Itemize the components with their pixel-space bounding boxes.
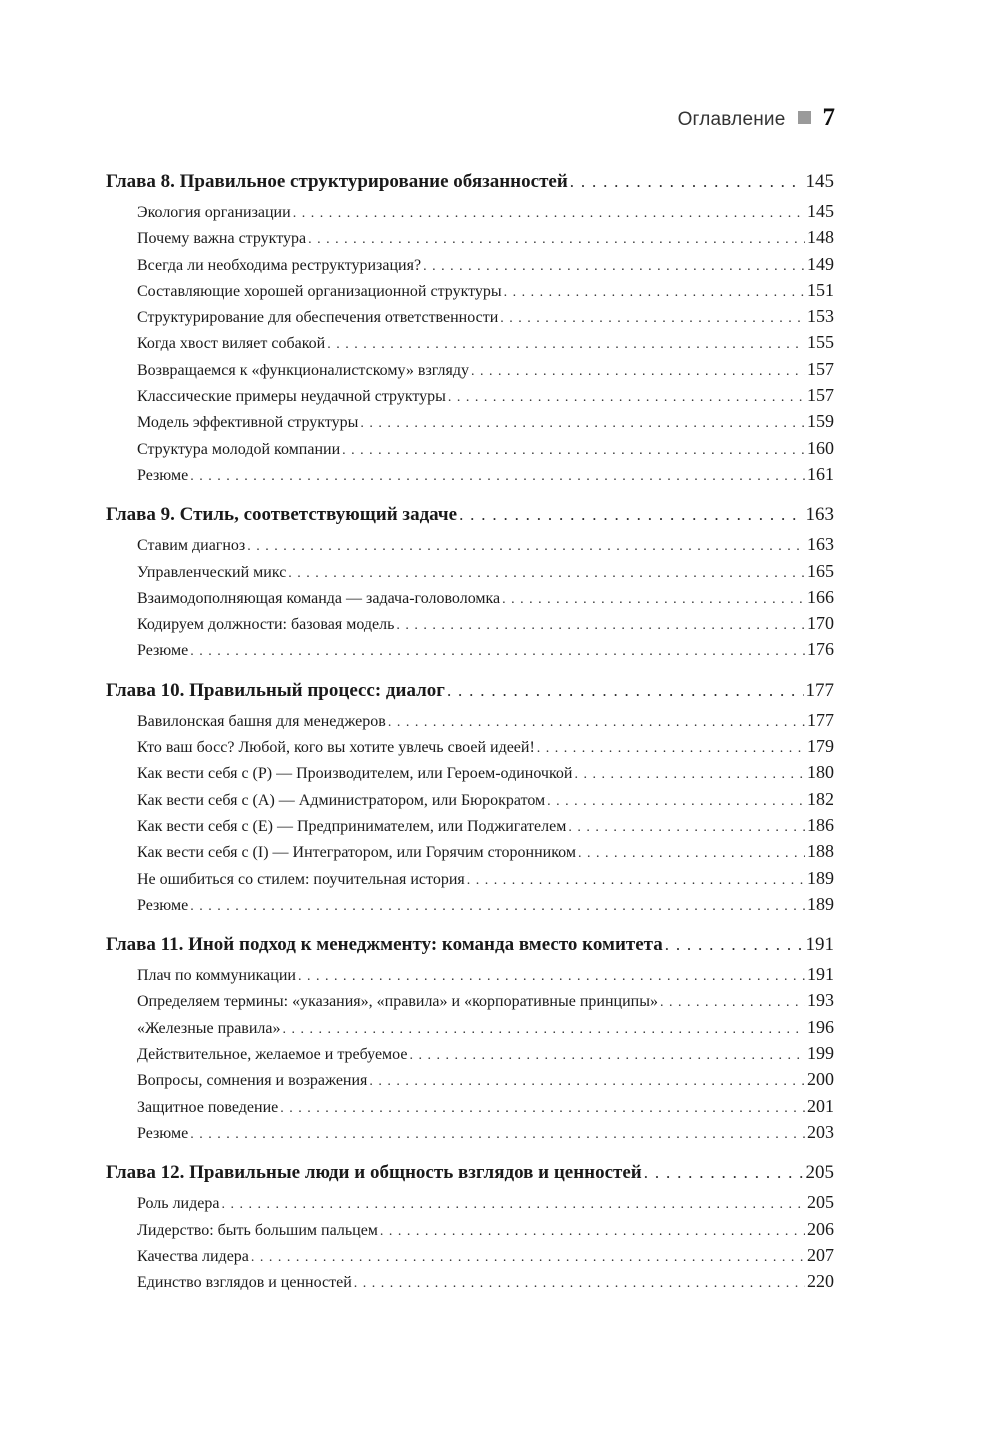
section-title: Структурирование для обеспечения ответственности [137, 309, 499, 327]
section-title: Плач по коммуникации [137, 967, 296, 985]
chapter-entry [106, 680, 834, 710]
section-entry [106, 254, 834, 280]
section-entry [106, 710, 834, 736]
dot-leader [547, 792, 805, 810]
chapter-title: Глава 9. Стиль, соответствующий задаче [106, 504, 458, 526]
section-title: Действительное, желаемое и требуемое [137, 1046, 408, 1064]
dot-leader [537, 739, 805, 757]
toc-chapter [106, 1162, 834, 1297]
section-title: Кто ваш босс? Любой, кого вы хотите увлечь своей идеей! [137, 739, 535, 757]
section-title: Как вести себя с (E) — Предпринимателем, или Поджигателем [137, 817, 567, 835]
dot-leader [423, 257, 805, 275]
section-title: Не ошибиться со стилем: поучительная история [137, 870, 465, 888]
section-title: Как вести себя с (P) — Производителем, или Героем-одиночкой [137, 765, 573, 783]
section-title: Когда хвост виляет собакой [137, 335, 326, 353]
section-entry [106, 534, 834, 560]
dot-leader [665, 934, 804, 956]
section-title: Лидерство: быть большим пальцем [137, 1221, 378, 1239]
section-page: 186 [807, 814, 834, 835]
chapter-title: Глава 8. Правильное структурирование обязанностей [106, 171, 568, 192]
section-page: 189 [807, 893, 834, 914]
dot-leader [467, 871, 805, 889]
section-title: Составляющие хорошей организационной структуры [137, 282, 502, 300]
section-page: 148 [807, 227, 834, 248]
section-entry [106, 561, 834, 587]
section-entry [106, 306, 834, 332]
dot-leader [459, 504, 803, 526]
dot-leader [471, 362, 805, 380]
section-entry [106, 613, 834, 639]
section-entry [106, 736, 834, 762]
dot-leader [293, 204, 805, 222]
section-title: Качества лидера [137, 1247, 249, 1265]
section-page: 189 [807, 867, 834, 888]
section-page: 165 [807, 560, 834, 581]
dot-leader [447, 680, 804, 702]
section-entry [106, 1271, 834, 1297]
chapter-title: Глава 10. Правильный процесс: диалог [106, 679, 445, 701]
running-head [678, 104, 835, 132]
section-page: 166 [807, 586, 834, 607]
dot-leader [288, 564, 805, 582]
section-title: Кодируем должности: базовая модель [137, 616, 395, 634]
section-title: Модель эффективной структуры [137, 414, 359, 432]
dot-leader [502, 590, 805, 608]
section-entry [106, 868, 834, 894]
section-title: Вавилонская башня для менеджеров [137, 712, 386, 730]
section-page: 200 [807, 1069, 834, 1090]
dot-leader [360, 414, 805, 432]
dot-leader [283, 1020, 805, 1038]
chapter-entry [106, 171, 834, 201]
section-title: Экология организации [137, 204, 291, 221]
dot-leader [448, 388, 805, 406]
section-title: «Железные правила» [137, 1019, 281, 1037]
section-entry [106, 359, 834, 385]
section-title: Вопросы, сомнения и возражения [137, 1072, 368, 1090]
section-entry [106, 1192, 834, 1218]
toc-chapter [106, 504, 834, 665]
dot-leader [190, 897, 805, 915]
section-title: Структура молодой компании [137, 440, 341, 458]
section-entry [106, 1017, 834, 1043]
section-title: Резюме [137, 642, 189, 660]
section-page: 180 [807, 762, 834, 783]
section-entry [106, 789, 834, 815]
chapter-title: Глава 12. Правильные люди и общность взглядов и ценностей [106, 1162, 642, 1184]
section-page: 160 [807, 437, 834, 458]
section-page: 193 [807, 990, 834, 1011]
section-title: Единство взглядов и ценностей [137, 1274, 352, 1292]
section-entry [106, 1219, 834, 1245]
section-title: Роль лидера [137, 1195, 220, 1213]
dot-leader [570, 171, 804, 193]
section-page: 206 [807, 1218, 834, 1239]
section-entry [106, 964, 834, 990]
section-page: 159 [807, 411, 834, 432]
section-entry [106, 464, 834, 490]
section-page: 205 [807, 1192, 834, 1213]
dot-leader [327, 335, 805, 353]
section-page: 155 [807, 332, 834, 353]
section-page: 151 [807, 279, 834, 300]
square-bullet-icon [798, 111, 811, 124]
chapter-page: 163 [805, 504, 834, 526]
section-page: 177 [807, 709, 834, 730]
section-title: Классические примеры неудачной структуры [137, 388, 446, 406]
dot-leader [578, 844, 805, 862]
dot-leader [342, 441, 805, 459]
section-title: Управленческий микс [137, 563, 287, 581]
section-entry [106, 201, 834, 227]
dot-leader [369, 1072, 805, 1090]
toc-chapter [106, 934, 834, 1148]
section-entry [106, 438, 834, 464]
section-title: Защитное поведение [137, 1098, 279, 1116]
section-entry [106, 411, 834, 437]
dot-leader [221, 1195, 805, 1213]
section-entry [106, 639, 834, 665]
section-entry [106, 815, 834, 841]
section-page: 199 [807, 1043, 834, 1064]
section-title: Ставим диагноз [137, 537, 246, 555]
dot-leader [568, 818, 805, 836]
section-title: Взаимодополняющая команда — задача-головоломка [137, 589, 501, 607]
section-title: Всегда ли необходима реструктуризация? [137, 256, 422, 274]
dot-leader [190, 642, 805, 660]
section-page: 182 [807, 788, 834, 809]
section-page: 163 [807, 534, 834, 555]
section-page: 201 [807, 1095, 834, 1116]
section-page: 170 [807, 613, 834, 634]
chapter-entry [106, 504, 834, 534]
dot-leader [251, 1248, 805, 1266]
section-entry [106, 1043, 834, 1069]
chapter-entry [106, 934, 834, 964]
section-page: 203 [807, 1121, 834, 1142]
section-title: Резюме [137, 896, 189, 914]
toc-chapter [106, 680, 834, 920]
section-entry [106, 587, 834, 613]
dot-leader [500, 309, 805, 327]
chapter-page: 191 [805, 934, 834, 956]
section-entry [106, 280, 834, 306]
dot-leader [190, 1125, 805, 1143]
section-title: Почему важна структура [137, 230, 307, 248]
dot-leader [190, 467, 805, 485]
chapter-page: 177 [805, 679, 834, 701]
toc-chapter [106, 171, 834, 490]
section-entry [106, 841, 834, 867]
section-title: Возвращаемся к «функционалистскому» взгляду [137, 361, 469, 379]
section-page: 153 [807, 306, 834, 327]
dot-leader [575, 765, 806, 783]
section-entry [106, 762, 834, 788]
section-entry [106, 227, 834, 253]
section-page: 188 [807, 841, 834, 862]
chapter-entry [106, 1162, 834, 1192]
section-page: 149 [807, 253, 834, 274]
dot-leader [354, 1274, 805, 1292]
dot-leader [504, 283, 805, 301]
dot-leader [280, 1099, 805, 1117]
section-entry [106, 332, 834, 358]
section-page: 196 [807, 1016, 834, 1037]
section-page: 176 [807, 639, 834, 660]
dot-leader [380, 1222, 805, 1240]
dot-leader [660, 993, 805, 1011]
section-title: Определяем термины: «указания», «правила» и «корпоративные принципы» [137, 993, 658, 1011]
section-title: Как вести себя с (I) — Интегратором, или Горячим сторонником [137, 844, 576, 862]
chapter-page: 145 [805, 171, 834, 192]
section-entry [106, 1245, 834, 1271]
section-page: 179 [807, 736, 834, 757]
section-title: Как вести себя с (A) — Администратором, или Бюрократом [137, 791, 546, 809]
section-entry [106, 990, 834, 1016]
section-entry [106, 1122, 834, 1148]
table-of-contents [106, 171, 834, 1311]
section-page: 157 [807, 358, 834, 379]
section-entry [106, 1096, 834, 1122]
section-page: 145 [807, 201, 834, 221]
section-page: 191 [807, 964, 834, 985]
section-title: Резюме [137, 1124, 189, 1142]
section-page: 161 [807, 463, 834, 484]
dot-leader [247, 537, 805, 555]
chapter-page: 205 [805, 1162, 834, 1184]
section-page: 207 [807, 1244, 834, 1265]
running-head-title: Оглавление [677, 109, 786, 130]
section-entry [106, 385, 834, 411]
dot-leader [644, 1162, 804, 1184]
section-page: 157 [807, 385, 834, 406]
page-number: 7 [822, 104, 835, 131]
dot-leader [308, 230, 805, 248]
dot-leader [298, 967, 805, 985]
section-title: Резюме [137, 466, 189, 484]
section-entry [106, 1069, 834, 1095]
section-page: 220 [807, 1271, 834, 1292]
chapter-title: Глава 11. Иной подход к менеджменту: команда вместо комитета [106, 934, 663, 956]
dot-leader [388, 713, 805, 731]
section-entry [106, 894, 834, 920]
dot-leader [396, 616, 805, 634]
dot-leader [409, 1046, 805, 1064]
